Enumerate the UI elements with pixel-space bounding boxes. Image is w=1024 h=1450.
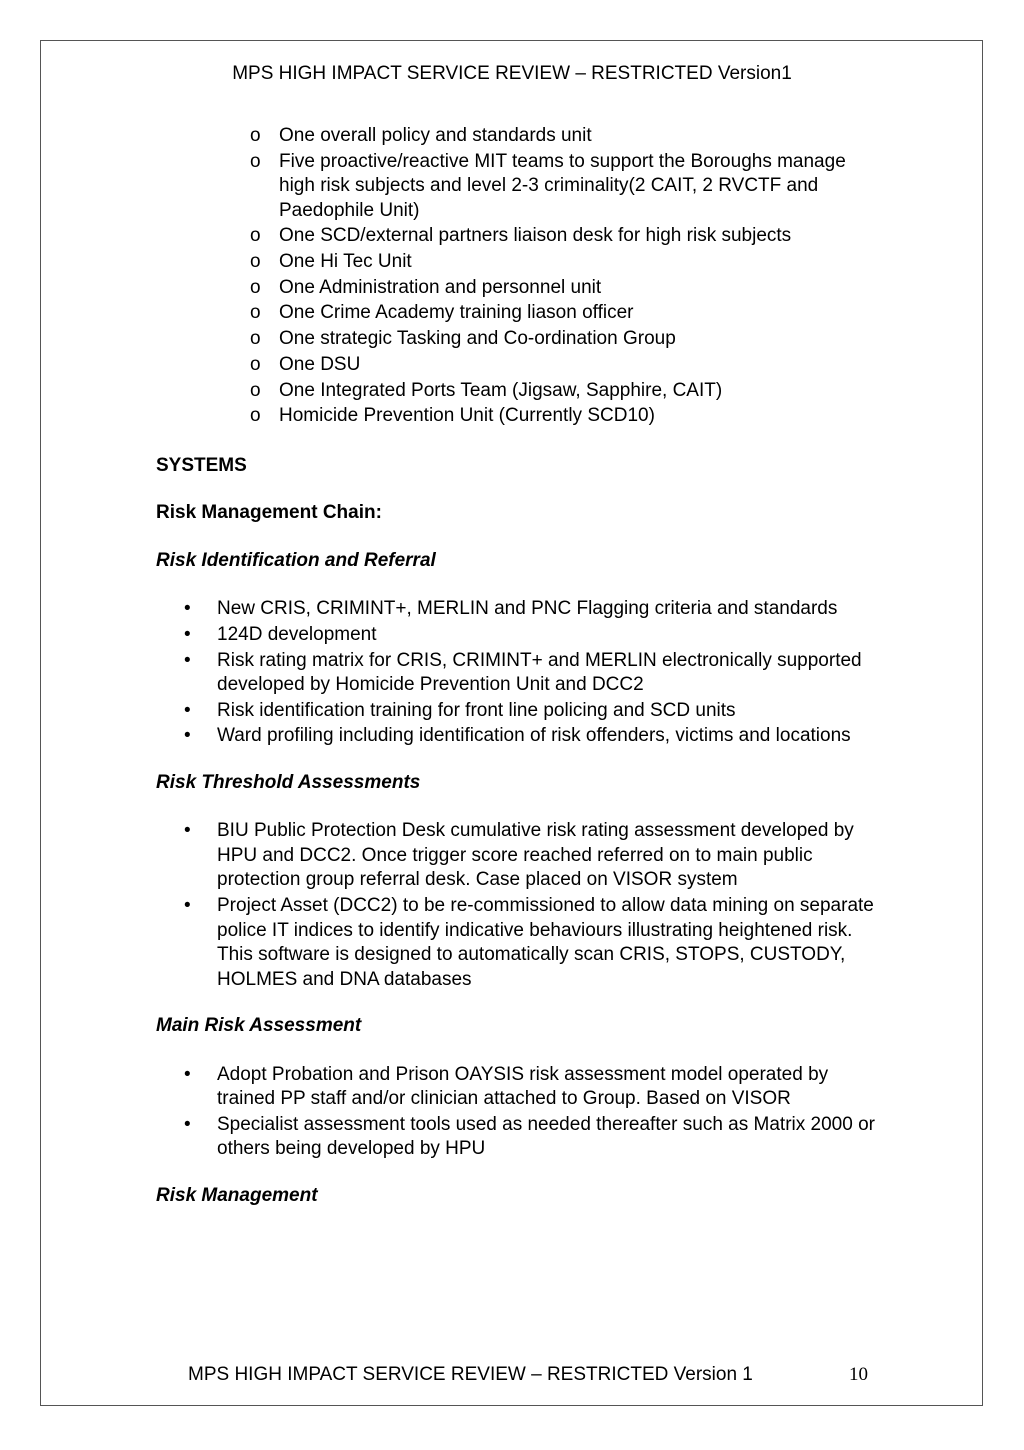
list-item: o One DSU bbox=[156, 353, 886, 378]
main-risk-assessment-heading: Main Risk Assessment bbox=[156, 1015, 362, 1037]
circle-bullet-icon: o bbox=[250, 328, 261, 350]
circle-bullet-icon: o bbox=[250, 251, 261, 273]
list-item: o One overall policy and standards unit bbox=[156, 124, 886, 149]
list-item: o One Hi Tec Unit bbox=[156, 250, 886, 275]
circle-bullet-icon: o bbox=[250, 302, 261, 324]
bullet-icon: • bbox=[184, 895, 191, 917]
list-item: o Homicide Prevention Unit (Currently SCD10) bbox=[156, 404, 886, 429]
list-item: • Project Asset (DCC2) to be re-commissioned to allow data mining on separate police IT indices to identify indicative behaviours illustrating heightened risk. This software is designed to automatically scan CRIS, STOPS, CUSTODY, HOLMES and DNA databases bbox=[184, 895, 874, 990]
risk-management-heading: Risk Management bbox=[156, 1184, 318, 1206]
bullet-icon: • bbox=[184, 623, 191, 645]
risk-threshold-list bbox=[156, 819, 886, 992]
circle-bullet-icon: o bbox=[250, 150, 261, 172]
bullet-icon: • bbox=[184, 649, 191, 671]
risk-chain-heading: Risk Management Chain: bbox=[156, 502, 382, 524]
circle-bullet-icon: o bbox=[250, 225, 261, 247]
circle-bullet-icon: o bbox=[250, 379, 261, 401]
page-header: MPS HIGH IMPACT SERVICE REVIEW – RESTRICTED Version1 bbox=[232, 63, 792, 84]
main-risk-assessment-list bbox=[156, 1063, 886, 1162]
bullet-icon: • bbox=[184, 1063, 191, 1085]
list-item: • 124D development bbox=[156, 623, 886, 648]
page-number: 10 bbox=[849, 1364, 868, 1385]
circle-bullet-icon: o bbox=[250, 405, 261, 427]
circle-bullet-icon: o bbox=[250, 125, 261, 146]
list-item: o One Administration and personnel unit bbox=[156, 276, 886, 301]
list-item: • Risk identification training for front line policing and SCD units bbox=[156, 699, 886, 724]
bullet-icon: • bbox=[184, 1113, 191, 1135]
list-item: • Ward profiling including identification of risk offenders, victims and locations bbox=[156, 724, 886, 749]
bullet-icon: • bbox=[184, 820, 191, 842]
list-item: o Five proactive/reactive MIT teams to support the Boroughs manage high risk subjects and level 2-3 criminality(2 CAIT, 2 RVCTF and Paedophile Unit) bbox=[250, 150, 846, 221]
list-item: • New CRIS, CRIMINT+, MERLIN and PNC Flagging criteria and standards bbox=[156, 597, 886, 622]
list-item: • BIU Public Protection Desk cumulative risk rating assessment developed by HPU and DCC2. Once trigger score reached referred on to main public protection group referral desk. Case placed on VISOR system bbox=[184, 820, 854, 891]
circle-bullet-icon: o bbox=[250, 353, 261, 375]
list-item: o One strategic Tasking and Co-ordination Group bbox=[156, 327, 886, 352]
risk-identification-list bbox=[156, 597, 886, 749]
list-item: o One Crime Academy training liason officer bbox=[156, 301, 886, 326]
risk-threshold-heading: Risk Threshold Assessments bbox=[156, 771, 421, 793]
page-footer: MPS HIGH IMPACT SERVICE REVIEW – RESTRICTED Version 1 bbox=[188, 1364, 753, 1385]
risk-identification-heading: Risk Identification and Referral bbox=[156, 549, 436, 571]
bullet-icon: • bbox=[184, 598, 191, 620]
circle-bullet-icon: o bbox=[250, 276, 261, 298]
list-item: o One Integrated Ports Team (Jigsaw, Sapphire, CAIT) bbox=[156, 379, 886, 404]
list-item: • Risk rating matrix for CRIS, CRIMINT+ and MERLIN electronically supported developed by Homicide Prevention Unit and DCC2 bbox=[184, 649, 862, 696]
bullet-icon: • bbox=[184, 699, 191, 721]
systems-heading: SYSTEMS bbox=[156, 454, 247, 476]
list-item: • Adopt Probation and Prison OAYSIS risk assessment model operated by trained PP staff and/or clinician attached to Group. Based on VISOR bbox=[184, 1063, 829, 1110]
bullet-icon: • bbox=[184, 725, 191, 747]
list-item: • Specialist assessment tools used as needed thereafter such as Matrix 2000 or others being developed by HPU bbox=[184, 1113, 875, 1160]
list-item: o One SCD/external partners liaison desk for high risk subjects bbox=[156, 224, 886, 249]
document-body bbox=[156, 124, 886, 1208]
units-list bbox=[156, 124, 886, 429]
